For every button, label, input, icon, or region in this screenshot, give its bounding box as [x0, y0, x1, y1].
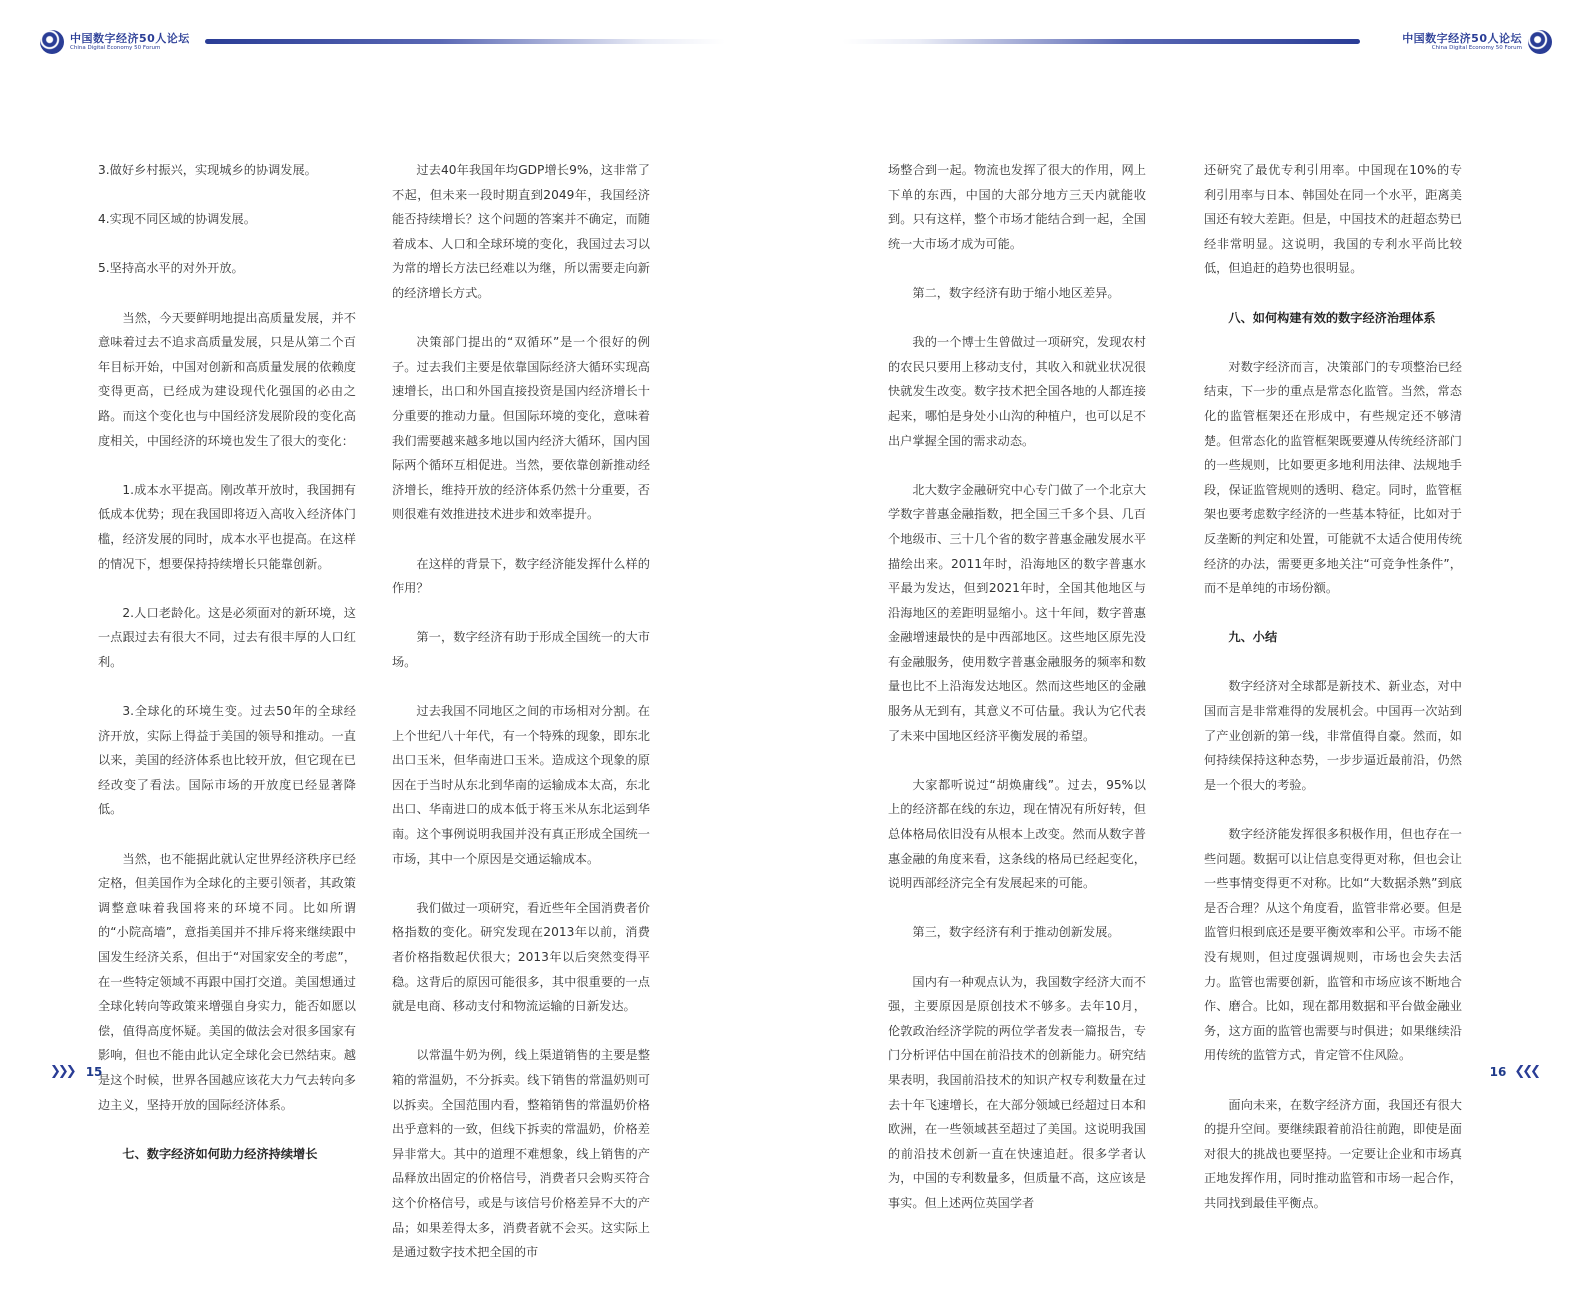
section-heading: 八、如何构建有效的数字经济治理体系 [1228, 310, 1436, 325]
paragraph: 场整合到一起。物流也发挥了很大的作用，网上下单的东西，中国的大部分地方三天内就能收到。只有这样，整个市场才能结合到一起，全国统一大市场才成为可能。 [888, 163, 1146, 251]
logo-title-en: China Digital Economy 50 Forum [1431, 44, 1522, 51]
section-heading: 九、小结 [1228, 630, 1278, 645]
paragraph: 对数字经济而言，决策部门的专项整治已经结束，下一步的重点是常态化监管。当然，常态化的监管框架还在形成中，有些规定还不够清楚。但常态化的监管框架既要遵从传统经济部门的一些规则，比如要更多地利用法律、法规地手段，保证监管规则的透明、稳定。同时，监管框架也要考虑数字经济的一些基本特征，比如对于反垄断的判定和处置，可能就不太适合使用传统经济的办法，需要更多地关注“可竞争性条件”，而不是单纯的市场份额。 [1204, 359, 1462, 596]
right-page-column-2 [1204, 158, 1462, 1240]
paragraph: 我的一个博士生曾做过一项研究，发现农村的农民只要用上移动支付，其收入和就业状况很快就发生改变。数字技术把全国各地的人都连接起来，哪怕是身处小山沟的种植户，也可以足不出户掌握全国的需求动态。 [888, 335, 1146, 448]
section-heading: 七、数字经济如何助力经济持续增长 [122, 1146, 318, 1161]
paragraph: 决策部门提出的“双循环”是一个很好的例子。过去我们主要是依靠国际经济大循环实现高速增长，出口和外国直接投资是国内经济增长十分重要的推动力量。但国际环境的变化，意味着我们需要越来越多地以国内经济大循环，国内国际两个循环互相促进。当然，要依靠创新推动经济增长，维持开放的经济体系仍然十分重要，否则很难有效推进技术进步和效率提升。 [392, 335, 650, 522]
chevron-right-icon: ❯❯❯ [50, 1064, 74, 1079]
paragraph: 还研究了最优专利引用率。中国现在10%的专利引用率与日本、韩国处在同一个水平，距离美国还有较大差距。但是，中国技术的赶超态势已经非常明显。这说明，我国的专利水平尚比较低，但追赶的趋势也很明显。 [1204, 163, 1462, 276]
right-page-column-1 [888, 158, 1146, 1240]
paragraph: 我们做过一项研究，看近些年全国消费者价格指数的变化。研究发现在2013年以前，消费者价格指数起伏很大；2013年以后突然变得平稳。这背后的原因可能很多，其中很重要的一点就是电商、移动支付和物流运输的日新发达。 [392, 900, 650, 1014]
paragraph: 过去我国不同地区之间的市场相对分割。在上个世纪八十年代，有一个特殊的现象，即东北出口玉米，但华南进口玉米。造成这个现象的原因在于当时从东北到华南的运输成本太高，东北出口、华南进口的成本低于将玉米从东北运到华南。这个事例说明我国并没有真正形成全国统一市场，其中一个原因是交通运输成本。 [392, 704, 650, 866]
right-page [794, 0, 1588, 1210]
paragraph: 北大数字金融研究中心专门做了一个北京大学数字普惠金融指数，把全国三千多个县、几百个地级市、三十几个省的数字普惠金融发展水平描绘出来。2011年时，沿海地区的数字普惠水平最为发达，但到2021年时，全国其他地区与沿海地区的差距明显缩小。这十年间，数字普惠金融增速最快的是中西部地区。这些地区原先没有金融服务，使用数字普惠金融服务的频率和数量也比不上沿海发达地区。然而这些地区的金融服务从无到有，其意义不可估量。我认为它代表了未来中国地区经济平衡发展的希望。 [888, 482, 1146, 743]
paragraph: 5.坚持高水平的对外开放。 [98, 261, 244, 276]
forum-logo [1402, 30, 1552, 54]
forum-logo-icon [40, 30, 64, 54]
header-bar [205, 39, 725, 44]
paragraph: 2.人口老龄化。这是必须面对的新环境，这一点跟过去有很大不同，过去有很丰厚的人口红利。 [98, 605, 356, 669]
logo-title-cn: 中国数字经济50人论坛 [1402, 31, 1522, 45]
paragraph: 第一，数字经济有助于形成全国统一的大市场。 [392, 630, 650, 669]
left-page [0, 0, 794, 1260]
paragraph: 当然，也不能据此就认定世界经济秩序已经定格，但美国作为全球化的主要引领者，其政策调整意味着我国将来的环境不同。比如所谓的“小院高墙”，意指美国并不排斥将来继续跟中国发生经济关系，但出于“对国家安全的考虑”，在一些特定领域不再跟中国打交道。美国想通过全球化转向等政策来增强自身实力，能否如愿以偿，值得高度怀疑。美国的做法会对很多国家有影响，但也不能由此认定全球化会已然结束。越是这个时候，世界各国越应该花大力气去转向多边主义，坚持开放的国际经济体系。 [98, 851, 356, 1112]
page-number: 16 [1489, 1064, 1507, 1079]
header-bar [842, 39, 1360, 44]
paragraph: 过去40年我国年均GDP增长9%，这非常了不起，但未来一段时期直到2049年，我国经济能否持续增长？这个问题的答案并不确定，而随着成本、人口和全球环境的变化，我国过去习以为常的增长方法已经难以为继，所以需要走向新的经济增长方式。 [392, 163, 650, 300]
paragraph: 当然，今天要鲜明地提出高质量发展，并不意味着过去不追求高质量发展，只是从第二个百年目标开始，中国对创新和高质量发展的依赖度变得更高，已经成为建设现代化强国的必由之路。而这个变化也与中国经济发展阶段的变化高度相关，中国经济的环境也发生了很大的变化： [98, 310, 356, 448]
paragraph: 第二，数字经济有助于缩小地区差异。 [912, 285, 1120, 300]
page-number-right [1490, 1064, 1538, 1079]
left-page-column-1 [98, 158, 356, 1191]
paragraph: 国内有一种观点认为，我国数字经济大而不强，主要原因是原创技术不够多。去年10月，伦敦政治经济学院的两位学者发表一篇报告，专门分析评估中国在前沿技术的创新能力。研究结果表明，我国前沿技术的知识产权专利数量在过去十年飞速增长，在大部分领域已经超过日本和欧洲，在一些领域甚至超过了美国。这说明我国的前沿技术创新一直在快速追赶。很多学者认为，中国的专利数量多，但质量不高，这应该是事实。但上述两位英国学者 [888, 974, 1146, 1210]
logo-title-cn: 中国数字经济50人论坛 [70, 31, 190, 45]
logo-title-en: China Digital Economy 50 Forum [70, 44, 161, 51]
paragraph: 数字经济对全球都是新技术、新业态，对中国而言是非常难得的发展机会。中国再一次站到了产业创新的第一线，非常值得自豪。然而，如何持续保持这种态势，一步步逼近最前沿，仍然是一个很大的考验。 [1204, 679, 1462, 792]
paragraph: 3.做好乡村振兴，实现城乡的协调发展。 [98, 163, 317, 177]
forum-logo-icon [1528, 30, 1552, 54]
paragraph: 1.成本水平提高。刚改革开放时，我国拥有低成本优势；现在我国即将迈入高收入经济体门槛，经济发展的同时，成本水平也提高。在这样的情况下，想要保持持续增长只能靠创新。 [98, 482, 356, 571]
page-number: 15 [85, 1064, 103, 1079]
paragraph: 大家都听说过“胡焕庸线”。过去，95%以上的经济都在线的东边，现在情况有所好转，但总体格局依旧没有从根本上改变。然而从数字普惠金融的角度来看，这条线的格局已经起变化，说明西部经济完全有发展起来的可能。 [888, 777, 1146, 891]
paragraph: 面向未来，在数字经济方面，我国还有很大的提升空间。要继续跟着前沿往前跑，即使是面对很大的挑战也要坚持。一定要让企业和市场真正地发挥作用，同时推动监管和市场一起合作，共同找到最佳平衡点。 [1204, 1097, 1462, 1210]
page-number-left [50, 1064, 102, 1079]
paragraph: 在这样的背景下，数字经济能发挥什么样的作用？ [392, 556, 650, 596]
paragraph: 4.实现不同区域的协调发展。 [98, 212, 256, 227]
left-page-column-2 [392, 158, 650, 1289]
paragraph: 3.全球化的环境生变。过去50年的全球经济开放，实际上得益于美国的领导和推动。一直以来，美国的经济体系也比较开放，但它现在已经改变了看法。国际市场的开放度已经显著降低。 [98, 704, 356, 817]
forum-logo [40, 30, 190, 54]
paragraph: 数字经济能发挥很多积极作用，但也存在一些问题。数据可以让信息变得更对称，但也会让一些事情变得更不对称。比如“大数据杀熟”到底是否合理？从这个角度看，监管非常必要。但是监管归根到底还是要平衡效率和公平。市场不能没有规则，但过度强调规则，市场也会失去活力。监管也需要创新，监管和市场应该不断地合作、磨合。比如，现在都用数据和平台做金融业务，这方面的监管也需要与时俱进；如果继续沿用传统的监管方式，肯定管不住风险。 [1204, 827, 1462, 1063]
chevron-left-icon: ❮❮❮ [1514, 1064, 1538, 1079]
paragraph: 第三，数字经济有利于推动创新发展。 [912, 925, 1120, 940]
paragraph: 以常温牛奶为例，线上渠道销售的主要是整箱的常温奶，不分拆卖。线下销售的常温奶则可以拆卖。全国范围内看，整箱销售的常温奶价格出乎意料的一致，但线下拆卖的常温奶，价格差异非常大。其中的道理不难想象，线上销售的产品释放出固定的价格信号，消费者只会购买符合这个价格信号，或是与该信号价格差异不大的产品；如果差得太多，消费者就不会买。这实际上是通过数字技术把全国的市 [392, 1048, 650, 1260]
